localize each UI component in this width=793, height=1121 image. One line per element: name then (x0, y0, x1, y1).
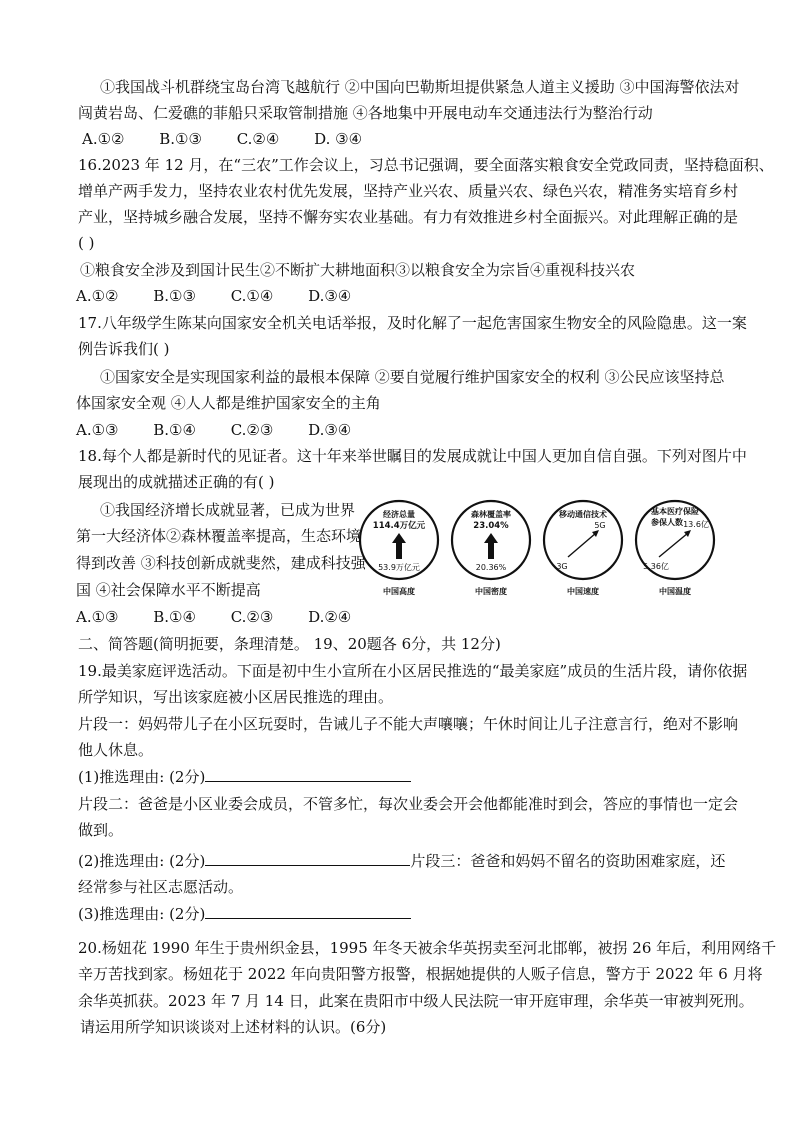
q15-options: A.①② B.①③ C.②④ D. ③④ (82, 130, 363, 148)
badge-economy-bottom-value: 53.9万亿元 (378, 563, 420, 572)
q19-reason2-label: (2)推选理由: (2分) (78, 852, 206, 870)
q19-fragment1-line1: 片段一：妈妈带儿子在小区玩耍时，告诫儿子不能大声嚷嚷；午休时间让儿子注意言行，绝对不影响 (78, 715, 739, 733)
q18-stem-line1: 18.每个人都是新时代的见证者。这十年来举世瞩目的发展成就让中国人更加自信自强。下列对图片中 (78, 447, 747, 465)
badge-forest (452, 501, 530, 596)
q17-items-line2: 体国家安全观 ④人人都是维护国家安全的主角 (76, 394, 381, 412)
q20-material-line2: 辛万苦找到家。杨妞花于 2022 年向贵阳警方报警，根据她提供的人贩子信息，警方于 2022 年 6 月将 (78, 965, 763, 983)
q19-stem-line2: 所学知识，写出该家庭被小区居民推选的理由。 (78, 688, 394, 706)
q19-fragment1-line2: 他人休息。 (78, 741, 154, 759)
up-arrow-icon (484, 533, 498, 559)
q16-stem-line3: 产业，坚持城乡融合发展，坚持不懈夯实农业基础。有力有效推进乡村全面振兴。对此理解正确的是 (78, 208, 739, 226)
q20-material-line1: 20.杨妞花 1990 年生于贵州织金县，1995 年冬天被余华英拐卖至河北邯郸，被拐 26 年后，利用网络千 (78, 939, 777, 957)
q18-items-line2: 第一大经济体②森林覆盖率提高，生态环境 (76, 527, 362, 545)
badge-insurance (636, 501, 714, 596)
q19-fragment2-line2: 做到。 (78, 821, 124, 839)
q16-options: A.①② B.①③ C.①④ D.③④ (76, 287, 352, 305)
badge-economy-top-value: 114.4万亿元 (372, 521, 426, 531)
q19-reason1-blank[interactable] (205, 767, 411, 782)
q19-reason2-blank[interactable] (205, 851, 410, 866)
badge-forest-caption: 中国密度 (475, 587, 507, 596)
up-arrow-icon (392, 533, 406, 559)
badge-mobile-top-value: 5G (594, 521, 606, 530)
q19-stem-line1: 19.最美家庭评选活动。下面是初中生小宣所在小区居民推选的“最美家庭”成员的生活片段，请你依据 (78, 662, 748, 680)
badge-mobile (544, 501, 622, 596)
section2-heading: 二、简答题(简明扼要，条理清楚。 19、20题各 6分，共 12分) (78, 635, 501, 653)
q20-prompt: 请运用所学知识谈谈对上述材料的认识。(6分) (80, 1018, 387, 1036)
q19-reason3-blank[interactable] (205, 904, 411, 919)
q18-items-line4: 国 ④社会保障水平不断提高 (76, 581, 261, 599)
q19-fragment2-line1: 片段二：爸爸是小区业委会成员，不管多忙，每次业委会开会他都能准时到会，答应的事情也一定会 (78, 795, 739, 813)
badge-forest-bottom-value: 20.36% (475, 563, 507, 572)
q18-achievements-figure (356, 497, 724, 601)
q18-stem-line2: 展现出的成就描述正确的有( ) (78, 473, 275, 491)
q16-answer-paren: ( ) (78, 234, 95, 252)
badge-economy (360, 501, 438, 596)
q17-stem-line2: 例告诉我们( ) (78, 340, 170, 358)
badge-mobile-bottom-value: 3G (556, 562, 568, 571)
badge-insurance-caption: 中国温度 (659, 587, 691, 596)
q18-items-line1: ①我国经济增长成就显著，已成为世界 (100, 501, 356, 519)
q16-items: ①粮食安全涉及到国计民生②不断扩大耕地面积③以粮食安全为宗旨④重视科技兴农 (80, 261, 636, 279)
q17-items-line1: ①国家安全是实现国家利益的最根本保障 ②要自觉履行维护国家安全的权利 ③公民应该坚持总 (100, 368, 725, 386)
badge-mobile-caption: 中国速度 (567, 587, 599, 596)
q19-reason3-label: (3)推选理由: (2分) (78, 905, 206, 923)
q19-reason1-label: (1)推选理由: (2分) (78, 768, 206, 786)
q19-reason2-row (78, 850, 725, 872)
q19-reason1-row (78, 766, 411, 788)
q17-stem-line1: 17.八年级学生陈某向国家安全机关电话举报，及时化解了一起危害国家生物安全的风险隐患。这一案 (78, 314, 747, 332)
q18-options: A.①③ B.①④ C.②③ D.②④ (76, 608, 352, 626)
q16-stem-line1: 16.2023 年 12 月，在“三农”工作会议上，习总书记强调，要全面落实粮食安全党政同责，坚持稳面积、 (78, 156, 774, 174)
badge-forest-top-value: 23.04% (473, 521, 509, 531)
badge-insurance-top-value: 13.6亿 (683, 520, 709, 529)
badge-insurance-bottom-value: 5.36亿 (643, 562, 669, 571)
badge-mobile-title: 移动通信技术 (559, 510, 607, 519)
badge-economy-caption: 中国高度 (383, 587, 415, 596)
q20-material-line3: 余华英抓获。2023 年 7 月 14 日，此案在贵阳市中级人民法院一审开庭审理，余华英一审被判死刑。 (78, 992, 754, 1010)
badge-insurance-title: 基本医疗保险 (651, 507, 699, 516)
q19-fragment3-line1: 片段三：爸爸和妈妈不留名的资助困难家庭，还 (410, 852, 726, 870)
q19-reason3-row (78, 903, 411, 925)
badge-insurance-title2: 参保人数 (651, 518, 683, 527)
q16-stem-line2: 增单产两手发力，坚持农业农村优先发展，坚持产业兴农、质量兴农、绿色兴农，精准务实培育乡村 (78, 182, 739, 200)
q19-fragment3-line2: 经常参与社区志愿活动。 (78, 878, 244, 896)
q15-items-line2: 闯黄岩岛、仁爱礁的菲船只采取管制措施 ④各地集中开展电动车交通违法行为整治行动 (78, 104, 653, 122)
badge-economy-title: 经济总量 (383, 510, 415, 519)
badge-forest-title: 森林覆盖率 (471, 510, 511, 519)
q17-options: A.①③ B.①④ C.②③ D.③④ (76, 421, 352, 439)
q18-items-line3: 得到改善 ③科技创新成就斐然，建成科技强 (76, 554, 366, 572)
q15-items-line1: ①我国战斗机群绕宝岛台湾飞越航行 ②中国向巴勒斯坦提供紧急人道主义援助 ③中国海警依法对 (100, 78, 740, 96)
